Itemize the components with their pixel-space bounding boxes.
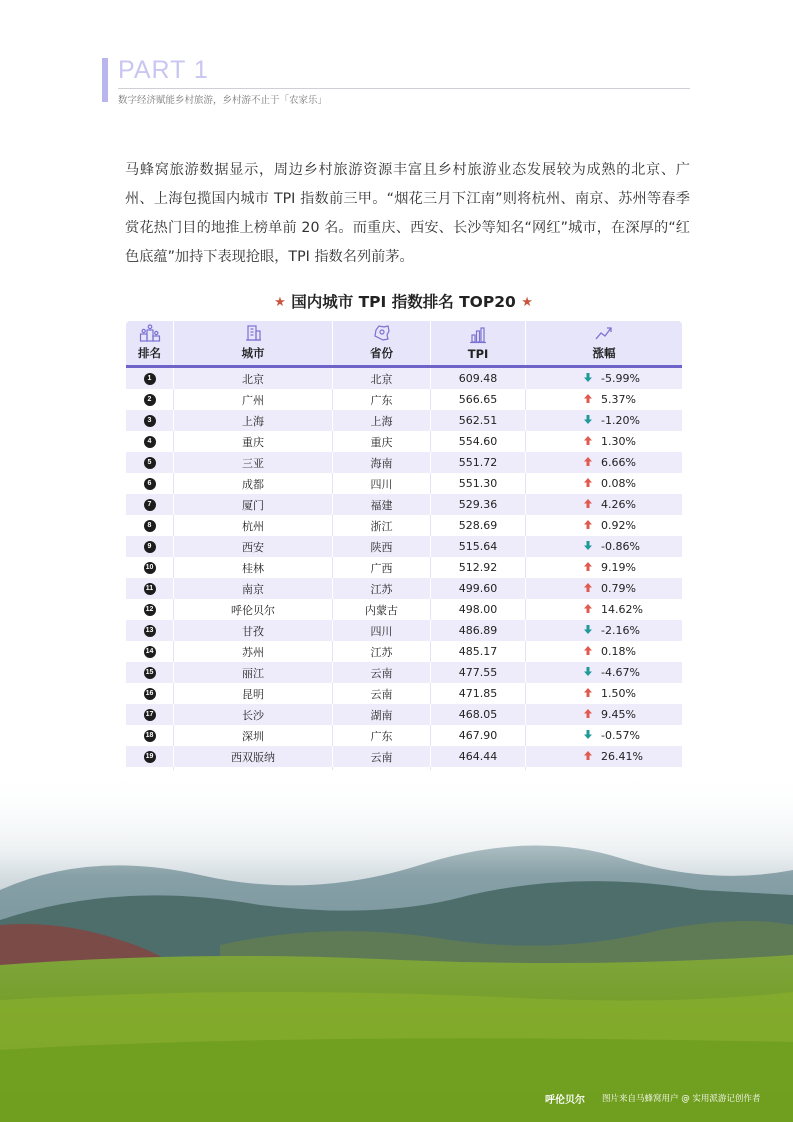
cell-city: 西双版纳	[174, 746, 333, 767]
rank-badge: 9	[144, 541, 156, 553]
province-map-icon	[373, 324, 391, 342]
cell-tpi: 566.65	[431, 389, 526, 410]
rank-badge: 17	[144, 709, 156, 721]
rank-badge: 4	[144, 436, 156, 448]
change-value	[534, 393, 674, 406]
table-row	[126, 641, 682, 662]
cell-tpi: 471.85	[431, 683, 526, 704]
photo-location-caption: 呼伦贝尔	[545, 1095, 585, 1106]
table-title-text: 国内城市 TPI 指数排名 TOP20	[291, 293, 516, 311]
cell-city: 甘孜	[174, 620, 333, 641]
change-percent: 6.66%	[601, 456, 636, 469]
cell-change	[526, 704, 682, 725]
arrow-down-icon	[584, 372, 594, 385]
cell-tpi: 515.64	[431, 536, 526, 557]
cell-city: 杭州	[174, 515, 333, 536]
cell-province: 江苏	[333, 641, 431, 662]
cell-rank	[126, 683, 174, 704]
cell-city: 上海	[174, 410, 333, 431]
cell-tpi: 498.00	[431, 599, 526, 620]
change-value	[534, 519, 674, 532]
cell-province: 重庆	[333, 431, 431, 452]
change-value	[534, 456, 674, 469]
table-row	[126, 473, 682, 494]
cell-change	[526, 515, 682, 536]
arrow-down-icon	[584, 540, 594, 553]
cell-change	[526, 662, 682, 683]
change-value	[534, 477, 674, 490]
change-percent: 0.92%	[601, 519, 636, 532]
rank-badge: 18	[144, 730, 156, 742]
rank-badge: 16	[144, 688, 156, 700]
cell-rank	[126, 389, 174, 410]
ranking-podium-icon	[139, 324, 161, 342]
cell-tpi: 477.55	[431, 662, 526, 683]
cell-province: 江苏	[333, 578, 431, 599]
arrow-up-icon	[584, 477, 594, 490]
change-percent: 1.50%	[601, 687, 636, 700]
cell-rank	[126, 431, 174, 452]
star-icon: ★	[521, 295, 533, 310]
cell-province: 上海	[333, 410, 431, 431]
cell-rank	[126, 368, 174, 389]
cell-change	[526, 494, 682, 515]
cell-province: 陕西	[333, 536, 431, 557]
change-value	[534, 624, 674, 637]
change-percent: -4.67%	[601, 666, 640, 679]
cell-change	[526, 410, 682, 431]
cell-province: 浙江	[333, 515, 431, 536]
column-header-rank	[126, 321, 174, 365]
cell-city: 苏州	[174, 641, 333, 662]
table-row	[126, 515, 682, 536]
cell-tpi: 485.17	[431, 641, 526, 662]
cell-city: 呼伦贝尔	[174, 599, 333, 620]
cell-province: 云南	[333, 662, 431, 683]
change-value	[534, 372, 674, 385]
change-value	[534, 414, 674, 427]
cell-rank	[126, 494, 174, 515]
change-value	[534, 435, 674, 448]
arrow-down-icon	[584, 624, 594, 637]
arrow-up-icon	[584, 603, 594, 616]
rank-badge: 13	[144, 625, 156, 637]
cell-city: 重庆	[174, 431, 333, 452]
arrow-down-icon	[584, 666, 594, 679]
cell-change	[526, 452, 682, 473]
cell-tpi: 554.60	[431, 431, 526, 452]
part-subtitle: 数字经济赋能乡村旅游，乡村游不止于「农家乐」	[118, 95, 328, 106]
table-row	[126, 683, 682, 704]
cell-rank	[126, 536, 174, 557]
table-row	[126, 746, 682, 767]
cell-province: 广西	[333, 557, 431, 578]
cell-tpi: 529.36	[431, 494, 526, 515]
cell-city: 广州	[174, 389, 333, 410]
change-percent: 14.62%	[601, 603, 643, 616]
rank-badge: 8	[144, 520, 156, 532]
table-row	[126, 725, 682, 746]
cell-rank	[126, 620, 174, 641]
cell-rank	[126, 452, 174, 473]
cell-change	[526, 536, 682, 557]
change-value	[534, 561, 674, 574]
change-value	[534, 708, 674, 721]
column-header-city	[174, 321, 333, 365]
change-value	[534, 498, 674, 511]
column-header-label: 排名	[138, 346, 161, 360]
cell-rank	[126, 410, 174, 431]
cell-province: 四川	[333, 620, 431, 641]
cell-tpi: 464.44	[431, 746, 526, 767]
photo-credit: 图片来自马蜂窝用户 @ 实用派游记创作者	[602, 1094, 761, 1104]
table-row	[126, 389, 682, 410]
change-value	[534, 603, 674, 616]
cell-tpi: 551.30	[431, 473, 526, 494]
trend-up-icon	[594, 324, 614, 342]
change-value	[534, 582, 674, 595]
cell-change	[526, 620, 682, 641]
city-building-icon	[244, 324, 262, 342]
cell-province: 北京	[333, 368, 431, 389]
column-header-label: 涨幅	[592, 346, 616, 360]
column-header-tpi	[431, 321, 526, 365]
cell-province: 广东	[333, 389, 431, 410]
change-percent: 0.08%	[601, 477, 636, 490]
change-percent: 9.19%	[601, 561, 636, 574]
change-value	[534, 750, 674, 763]
change-percent: -5.99%	[601, 372, 640, 385]
rank-badge: 15	[144, 667, 156, 679]
change-percent: 5.37%	[601, 393, 636, 406]
change-percent: 26.41%	[601, 750, 643, 763]
cell-rank	[126, 515, 174, 536]
tpi-ranking-table	[126, 321, 682, 791]
table-row	[126, 620, 682, 641]
change-value	[534, 666, 674, 679]
cell-change	[526, 725, 682, 746]
cell-change	[526, 641, 682, 662]
grassland-landscape-photo	[0, 770, 793, 1122]
tpi-chart-icon	[469, 326, 487, 344]
rank-badge: 6	[144, 478, 156, 490]
table-row	[126, 410, 682, 431]
cell-province: 海南	[333, 452, 431, 473]
cell-city: 南京	[174, 578, 333, 599]
change-value	[534, 687, 674, 700]
cell-province: 云南	[333, 683, 431, 704]
cell-tpi: 609.48	[431, 368, 526, 389]
arrow-up-icon	[584, 750, 594, 763]
arrow-up-icon	[584, 708, 594, 721]
cell-city: 长沙	[174, 704, 333, 725]
cell-rank	[126, 704, 174, 725]
column-header-label: 省份	[370, 346, 393, 360]
change-percent: -2.16%	[601, 624, 640, 637]
column-header-label: TPI	[467, 347, 489, 361]
arrow-up-icon	[584, 582, 594, 595]
cell-city: 北京	[174, 368, 333, 389]
arrow-up-icon	[584, 456, 594, 469]
change-percent: 0.79%	[601, 582, 636, 595]
cell-rank	[126, 473, 174, 494]
change-value	[534, 540, 674, 553]
table-header	[126, 321, 682, 365]
rank-badge: 14	[144, 646, 156, 658]
arrow-down-icon	[584, 729, 594, 742]
table-body	[126, 368, 682, 788]
cell-city: 丽江	[174, 662, 333, 683]
cell-rank	[126, 746, 174, 767]
rank-badge: 2	[144, 394, 156, 406]
change-value	[534, 729, 674, 742]
cell-rank	[126, 662, 174, 683]
arrow-up-icon	[584, 645, 594, 658]
arrow-up-icon	[584, 393, 594, 406]
rank-badge: 19	[144, 751, 156, 763]
cell-city: 成都	[174, 473, 333, 494]
cell-tpi: 467.90	[431, 725, 526, 746]
change-percent: -0.86%	[601, 540, 640, 553]
intro-paragraph: 马蜂窝旅游数据显示，周边乡村旅游资源丰富且乡村旅游业态发展较为成熟的北京、广州、上海包揽国内城市 TPI 指数前三甲。“烟花三月下江南”则将杭州、南京、苏州等春季赏花热门目的地推上榜单前 20 名。而重庆、西安、长沙等知名“网红”城市，在深厚的“红色底蕴”加持下表现抢眼，TPI 指数名列前茅。	[125, 162, 690, 265]
change-percent: 1.30%	[601, 435, 636, 448]
cell-city: 昆明	[174, 683, 333, 704]
rank-badge: 11	[144, 583, 156, 595]
cell-tpi: 512.92	[431, 557, 526, 578]
cell-province: 四川	[333, 473, 431, 494]
table-row	[126, 599, 682, 620]
change-percent: -1.20%	[601, 414, 640, 427]
rank-badge: 7	[144, 499, 156, 511]
cell-rank	[126, 599, 174, 620]
arrow-down-icon	[584, 414, 594, 427]
cell-change	[526, 683, 682, 704]
part-title: PART 1	[118, 56, 209, 84]
column-header-change	[526, 321, 682, 365]
cell-change	[526, 473, 682, 494]
table-row	[126, 452, 682, 473]
column-header-label: 城市	[241, 346, 265, 360]
cell-tpi: 468.05	[431, 704, 526, 725]
cell-tpi: 499.60	[431, 578, 526, 599]
table-row	[126, 557, 682, 578]
rank-badge: 1	[144, 373, 156, 385]
rank-badge: 3	[144, 415, 156, 427]
cell-tpi: 562.51	[431, 410, 526, 431]
cell-city: 桂林	[174, 557, 333, 578]
cell-province: 内蒙古	[333, 599, 431, 620]
table-row	[126, 578, 682, 599]
cell-rank	[126, 578, 174, 599]
rank-badge: 10	[144, 562, 156, 574]
rank-badge: 12	[144, 604, 156, 616]
rank-badge: 5	[144, 457, 156, 469]
header-divider	[118, 88, 690, 89]
star-icon: ★	[274, 295, 286, 310]
table-title	[125, 290, 682, 312]
table-row	[126, 536, 682, 557]
cell-rank	[126, 725, 174, 746]
change-percent: -0.57%	[601, 729, 640, 742]
cell-rank	[126, 557, 174, 578]
cell-tpi: 528.69	[431, 515, 526, 536]
cell-change	[526, 578, 682, 599]
cell-change	[526, 557, 682, 578]
arrow-up-icon	[584, 687, 594, 700]
arrow-up-icon	[584, 498, 594, 511]
cell-province: 云南	[333, 746, 431, 767]
change-percent: 9.45%	[601, 708, 636, 721]
cell-change	[526, 431, 682, 452]
cell-city: 西安	[174, 536, 333, 557]
cell-city: 深圳	[174, 725, 333, 746]
column-header-province	[333, 321, 431, 365]
cell-tpi: 551.72	[431, 452, 526, 473]
change-percent: 0.18%	[601, 645, 636, 658]
table-row	[126, 494, 682, 515]
cell-province: 福建	[333, 494, 431, 515]
cell-change	[526, 599, 682, 620]
cell-province: 湖南	[333, 704, 431, 725]
table-row	[126, 704, 682, 725]
cell-rank	[126, 641, 174, 662]
arrow-up-icon	[584, 435, 594, 448]
cell-change	[526, 368, 682, 389]
change-value	[534, 645, 674, 658]
change-percent: 4.26%	[601, 498, 636, 511]
arrow-up-icon	[584, 561, 594, 574]
cell-change	[526, 389, 682, 410]
part-accent-bar	[102, 58, 108, 102]
cell-change	[526, 746, 682, 767]
cell-city: 厦门	[174, 494, 333, 515]
arrow-up-icon	[584, 519, 594, 532]
table-row	[126, 431, 682, 452]
cell-tpi: 486.89	[431, 620, 526, 641]
cell-province: 广东	[333, 725, 431, 746]
table-row	[126, 662, 682, 683]
cell-city: 三亚	[174, 452, 333, 473]
table-row	[126, 368, 682, 389]
